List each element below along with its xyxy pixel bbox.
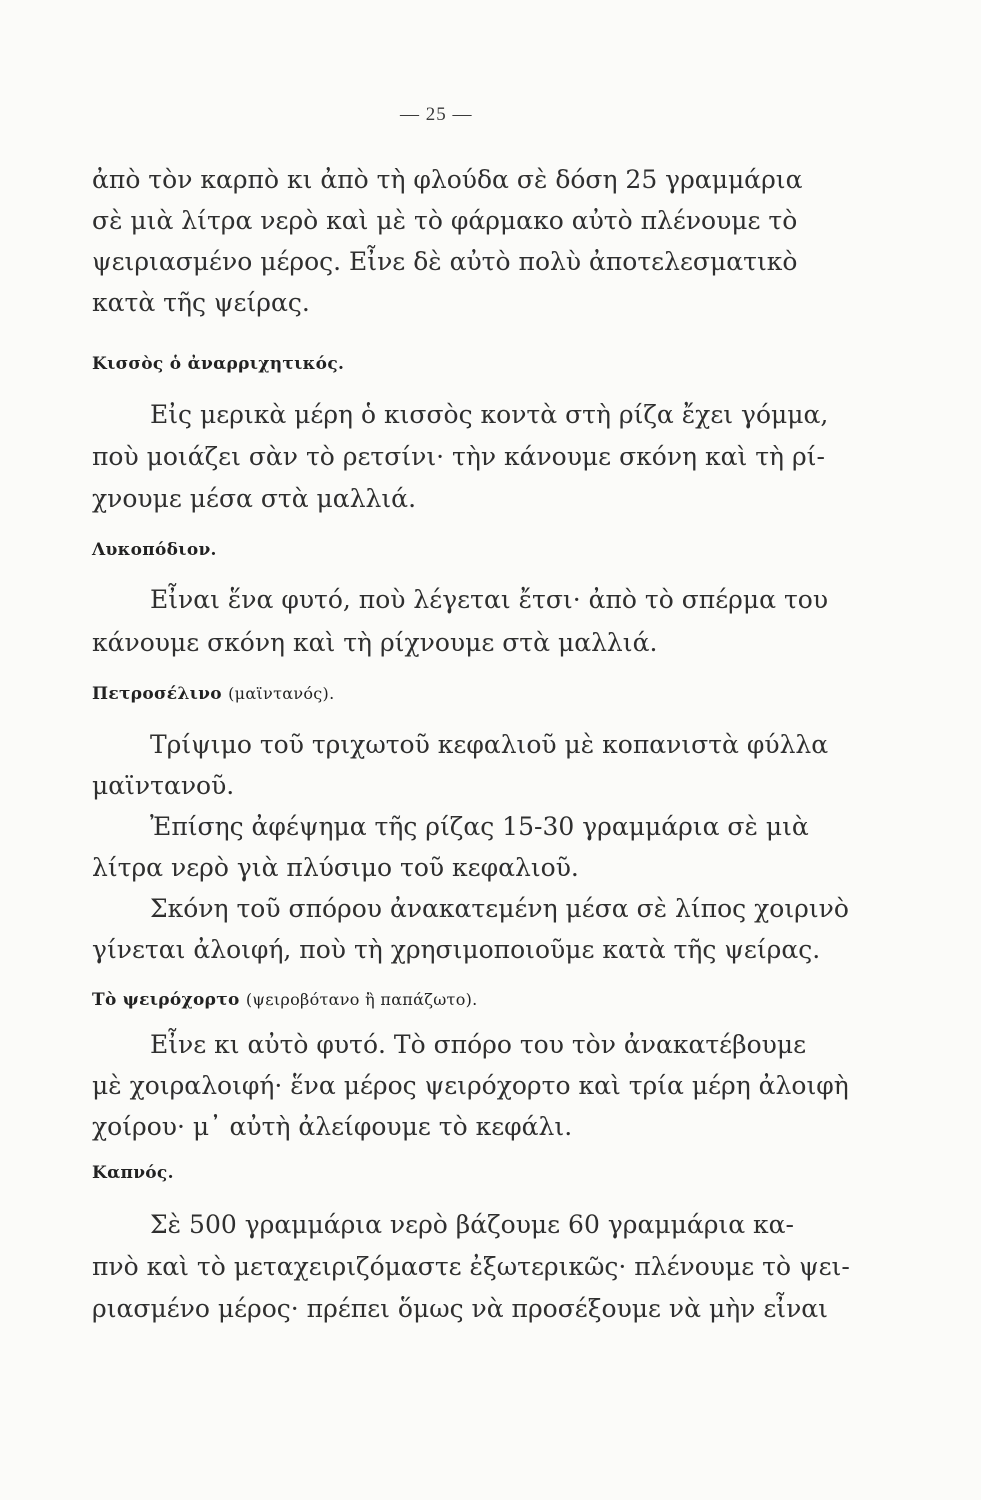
heading-subtitle: (μαϊντανός). bbox=[228, 684, 335, 703]
text-line: Τρίψιμο τοῦ τριχωτοῦ κεφαλιοῦ μὲ κοπανιστὰ φύλλα bbox=[150, 730, 829, 759]
section-heading-kapnos: Καπνός. bbox=[92, 1163, 174, 1183]
text-line: πνὸ καὶ τὸ μεταχειριζόμαστε ἐξωτερικῶς· πλένουμε τὸ ψει- bbox=[92, 1252, 850, 1281]
text-line: λίτρα νερὸ γιὰ πλύσιμο τοῦ κεφαλιοῦ. bbox=[92, 853, 579, 882]
page-number: — 25 — bbox=[400, 104, 473, 125]
text-line: ἀπὸ τὸν καρπὸ κι ἀπὸ τὴ φλούδα σὲ δόση 25 γραμμάρια bbox=[92, 165, 803, 194]
text-line: κάνουμε σκόνη καὶ τὴ ρίχνουμε στὰ μαλλιά. bbox=[92, 628, 658, 657]
text-line: Εἰς μερικὰ μέρη ὁ κισσὸς κοντὰ στὴ ρίζα ἔχει γόμμα, bbox=[150, 400, 829, 429]
text-line: Σὲ 500 γραμμάρια νερὸ βάζουμε 60 γραμμάρια κα- bbox=[150, 1210, 794, 1239]
text-line: σὲ μιὰ λίτρα νερὸ καὶ μὲ τὸ φάρμακο αὐτὸ πλένουμε τὸ bbox=[92, 206, 798, 235]
text-line: χοίρου· μ᾽ αὐτὴ ἀλείφουμε τὸ κεφάλι. bbox=[92, 1112, 573, 1141]
text-line: μαϊντανοῦ. bbox=[92, 771, 235, 800]
text-line: Εἶνε κι αὐτὸ φυτό. Τὸ σπόρο του τὸν ἀνακατέβουμε bbox=[150, 1030, 807, 1059]
heading-subtitle: (ψειροβότανο ἢ παπάζωτο). bbox=[245, 990, 478, 1009]
section-heading-kissos: Κισσὸς ὁ ἀναρριχητικός. bbox=[92, 354, 345, 374]
heading-title: Πετροσέλινο bbox=[92, 684, 222, 704]
text-line: χνουμε μέσα στὰ μαλλιά. bbox=[92, 484, 417, 513]
heading-title: Τὸ ψειρόχορτο bbox=[92, 990, 240, 1010]
text-line: Ἐπίσης ἀφέψημα τῆς ρίζας 15-30 γραμμάρια σὲ μιὰ bbox=[150, 812, 809, 841]
text-line: Εἶναι ἕνα φυτό, ποὺ λέγεται ἔτσι· ἀπὸ τὸ σπέρμα του bbox=[150, 585, 829, 614]
text-line: γίνεται ἀλοιφή, ποὺ τὴ χρησιμοποιοῦμε κατὰ τῆς ψείρας. bbox=[92, 935, 821, 964]
text-line: κατὰ τῆς ψείρας. bbox=[92, 288, 310, 317]
section-heading-pseirochorto bbox=[92, 990, 478, 1010]
text-line: ψειριασμένο μέρος. Εἶνε δὲ αὐτὸ πολὺ ἀποτελεσματικὸ bbox=[92, 247, 798, 276]
text-line: Σκόνη τοῦ σπόρου ἀνακατεμένη μέσα σὲ λίπος χοιρινὸ bbox=[150, 894, 849, 923]
section-heading-petroselino bbox=[92, 684, 335, 704]
text-line: ριασμένο μέρος· πρέπει ὅμως νὰ προσέξουμε νὰ μὴν εἶναι bbox=[92, 1294, 828, 1323]
text-line: ποὺ μοιάζει σὰν τὸ ρετσίνι· τὴν κάνουμε σκόνη καὶ τὴ ρί- bbox=[92, 442, 825, 471]
section-heading-lykopodion: Λυκοπόδιον. bbox=[92, 540, 217, 560]
text-line: μὲ χοιραλοιφή· ἕνα μέρος ψειρόχορτο καὶ τρία μέρη ἀλοιφὴ bbox=[92, 1071, 849, 1100]
